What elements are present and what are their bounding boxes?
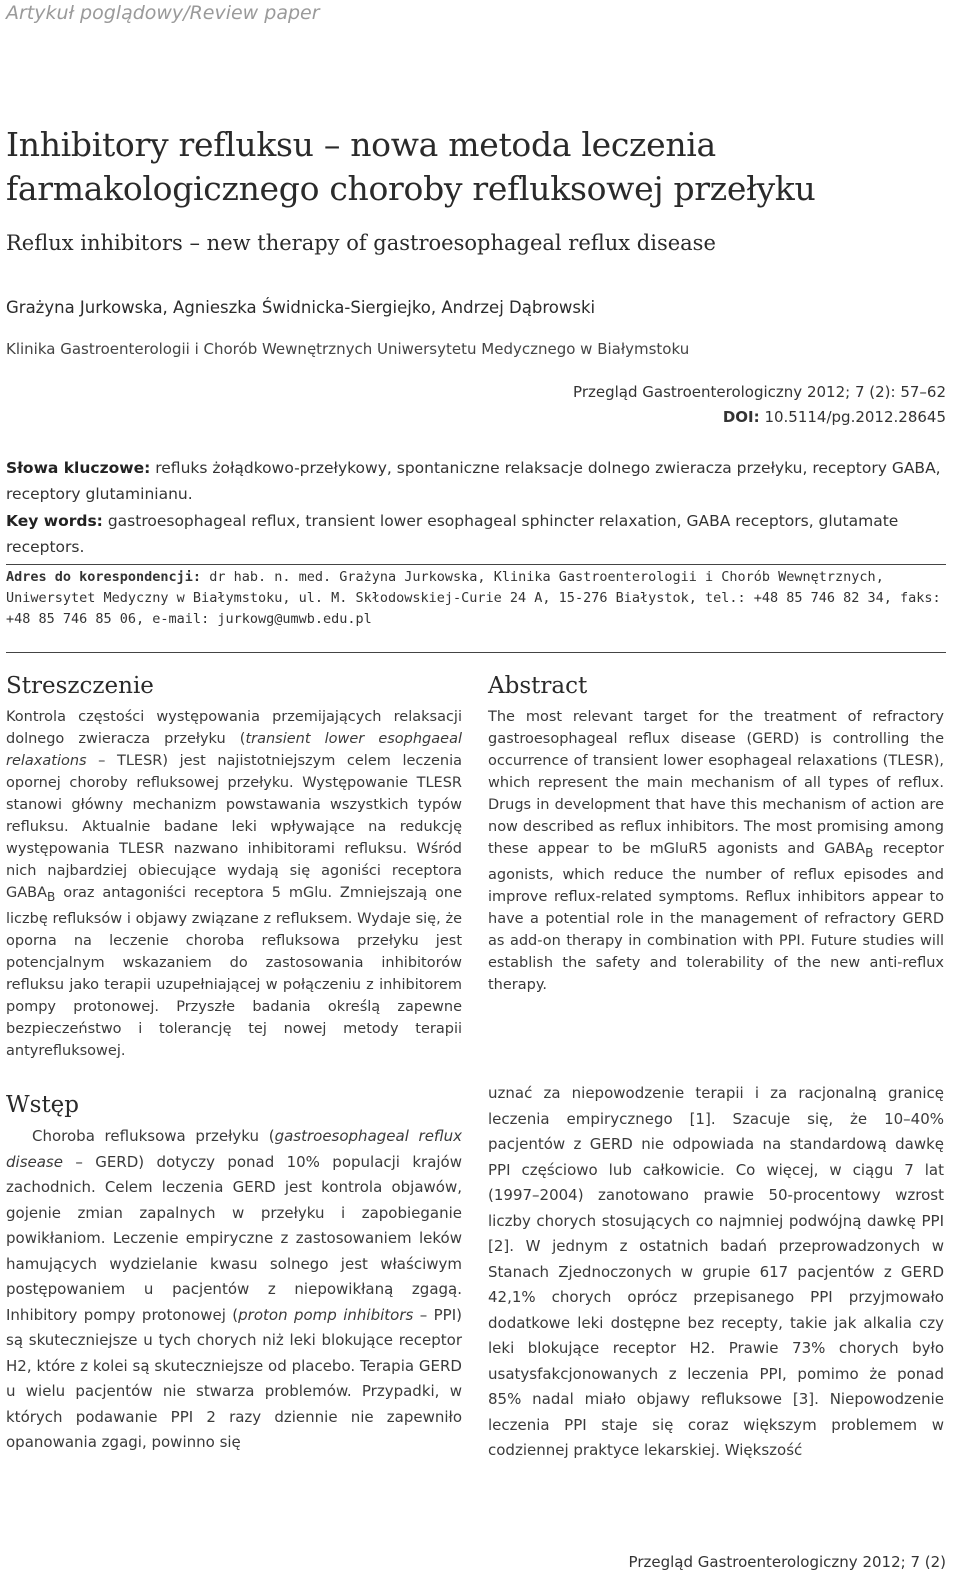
- abstract-section: [488, 673, 944, 996]
- streszczenie-heading: Streszczenie: [6, 673, 154, 699]
- page-footer: Przegląd Gastroenterologiczny 2012; 7 (2): [628, 1553, 946, 1571]
- keywords-english: [6, 508, 946, 560]
- keywords-polish-text: refluks żołądkowo-przełykowy, spontaniczne relaksacje dolnego zwieracza przełyku, receptory GABA, receptory glutaminianu.: [6, 459, 941, 503]
- abstract-heading: Abstract: [488, 673, 588, 699]
- wstep-section: [6, 1092, 462, 1456]
- streszczenie-section: [6, 673, 462, 1062]
- article-title-english: Reflux inhibitors – new therapy of gastroesophageal reflux disease: [6, 231, 716, 255]
- doi-value[interactable]: 10.5114/pg.2012.28645: [764, 408, 946, 426]
- authors: Grażyna Jurkowska, Agnieszka Świdnicka-Siergiejko, Andrzej Dąbrowski: [6, 298, 596, 317]
- keywords-english-text: gastroesophageal reflux, transient lower esophageal sphincter relaxation, GABA receptors, glutamate receptors.: [6, 512, 899, 556]
- article-type-label: Artykuł poglądowy/Review paper: [6, 2, 320, 24]
- divider-bottom: [6, 652, 946, 653]
- streszczenie-text: Kontrola częstości występowania przemijających relaksacji dolnego zwieracza przełyku (transient lower esophgaeal relaxations – TLESR) jest najistotniejszym celem leczenia opornej choroby refluksowej przełyku. Występowanie TLESR stanowi główny mechanizm powstawania wszystkich typów refluksu. Aktualnie badane leki wpływające na redukcję występowania TLESR nazwano inhibitorami refluksu. Wśród nich najbardziej obiecujące wydają się agoniści receptora $GABA_B$ oraz antagoniści receptora 5 mGlu. Zmniejszają one liczbę refluksów i objawy związane z refluksem. Wydaje się, że oporna na leczenie choroba refluksowa przełyku jest potencjalnym wskazaniem do zastosowania inhibitorów refluksu jako terapii uzupełniającej w połączeniu z inhibitorem pompy protonowej. Przyszłe badania określą zapewne bezpieczeństwo i tolerancję tej nowej metody terapii antyrefluksowej.: [6, 709, 462, 1059]
- keywords-polish-label: Słowa kluczowe:: [6, 459, 151, 477]
- wstep-heading: Wstęp: [6, 1092, 80, 1118]
- correspondence-address: [6, 567, 946, 630]
- wstep-continuation: [488, 1081, 944, 1464]
- abstract-text: The most relevant target for the treatment of refractory gastroesophageal reflux disease (GERD) is controlling the occurrence of transient lower esophageal relaxations (TLESR), which represent the main mechanism of all types of reflux. Drugs in development that have this mechanism of action are now described as reflux inhibitors. The most promising among these appear to be mGluR5 agonists and $GABA_B$ receptor agonists, which reduce the number of reflux episodes and improve reflux-related symptoms. Reflux inhibitors appear to have a potential role in the management of refractory GERD as add-on therapy in combination with PPI. Future studies will establish the safety and tolerability of the new anti-reflux therapy.: [488, 709, 944, 993]
- keywords-block: [6, 455, 946, 561]
- wstep-text-right: uznać za niepowodzenie terapii i za racjonalną granicę leczenia empirycznego [1]. Szacuje się, że 10–40% pacjentów z GERD nie odpowiada na standardową dawkę PPI częściowo lub całkowicie. Co więcej, w ciągu 7 lat (1997–2004) zanotowano prawie 50-procentowy wzrost liczby chorych stosujących co najmniej podwójną dawkę PPI [2]. W jednym z ostatnich badań przeprowadzonych w Stanach Zjednoczonych w grupie 617 pacjentów z GERD 42,1% chorych oprócz przepisanego PPI przyjmowało dodatkowe leki dostępne bez recepty, takie jak alkalia czy leki blokujące receptor H2. Prawie 73% chorych było usatysfakcjonowanych z leczenia PPI, pomimo że ponad 85% nadal miało objawy refluksowe [3]. Niepowodzenie leczenia PPI staje się coraz większym problemem w codziennej praktyce lekarskiej. Większość: [488, 1084, 944, 1459]
- doi-label: DOI:: [722, 408, 760, 426]
- keywords-english-label: Key words:: [6, 512, 103, 530]
- keywords-polish: [6, 455, 946, 507]
- divider-top: [6, 564, 946, 565]
- article-title-polish: Inhibitory refluksu – nowa metoda leczenia farmakologicznego choroby refluksowej przełyku: [6, 125, 816, 208]
- correspondence-label: Adres do korespondencji:: [6, 569, 202, 585]
- journal-reference: Przegląd Gastroenterologiczny 2012; 7 (2): 57–62: [573, 383, 946, 401]
- doi: [723, 408, 946, 426]
- affiliation: Klinika Gastroenterologii i Chorób Wewnętrznych Uniwersytetu Medycznego w Białymstoku: [6, 340, 690, 358]
- wstep-text-left: Choroba refluksowa przełyku (gastroesophageal reflux disease – GERD) dotyczy ponad 10% populacji krajów zachodnich. Celem leczenia GERD jest kontrola objawów, gojenie zmian zapalnych w przełyku i zapobieganie powikłaniom. Leczenie empiryczne z zastosowaniem leków hamujących wydzielanie kwasu solnego jest właściwym postępowaniem u pacjentów z niepowikłaną zgagą. Inhibitory pompy protonowej (proton pomp inhibitors – PPI) są skuteczniejsze u tych chorych niż leki blokujące receptor H2, które z kolei są skuteczniejsze od placebo. Terapia GERD u wielu pacjentów nie stwarza problemów. Przypadki, w których podawanie PPI 2 razy dziennie nie zapewniło opanowania zgagi, powinno się: [6, 1127, 462, 1451]
- correspondence-text: dr hab. n. med. Grażyna Jurkowska, Klinika Gastroenterologii i Chorób Wewnętrznych, Uniwersytet Medyczny w Białymstoku, ul. M. Skłodowskiej-Curie 24 A, 15-276 Białystok, tel.: +48 85 746 82 34, faks: +48 85 746 85 06, e-mail: jurkowg@umwb.edu.pl: [6, 569, 941, 627]
